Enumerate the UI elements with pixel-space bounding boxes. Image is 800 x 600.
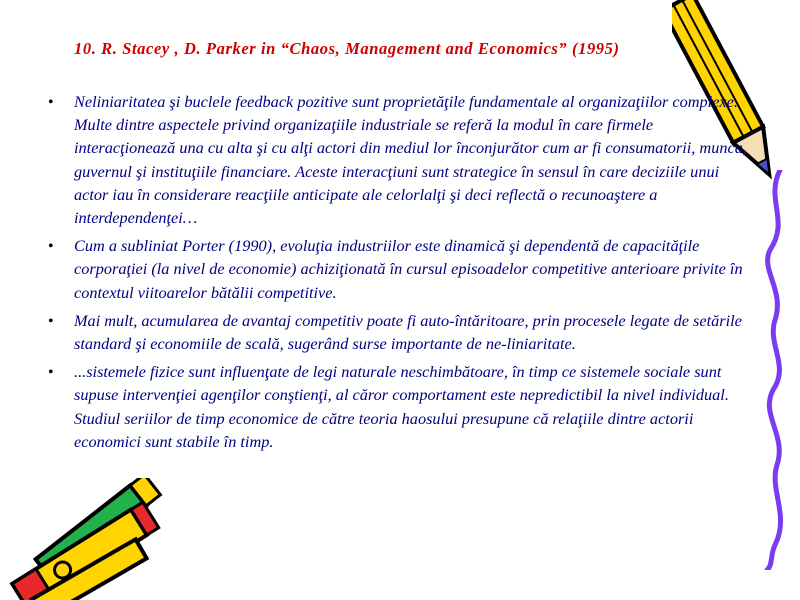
list-item (48, 309, 748, 355)
list-item (48, 360, 748, 453)
list-item (48, 234, 748, 304)
bullet-dot: • (48, 238, 54, 256)
list-item (48, 90, 748, 229)
bullet-dot: • (48, 364, 54, 382)
bullet-dot: • (48, 94, 54, 111)
bullet-text: ...sistemele fizice sunt influenţate de legi naturale neschimbătoare, în timp ce sistemele sociale sunt supuse intervenţiei agenţilor conştienţi, al căror comportament este nepredictibil la nivel individual. Studiul seriilor de timp economice de către teoria haosului presupune că relaţiile dintre actorii economici sunt stabile în timp. (74, 362, 729, 451)
slide-heading: 10. R. Stacey , D. Parker in “Chaos, Management and Economics” (1995) (74, 39, 620, 58)
bullet-list (48, 90, 748, 458)
bullet-dot: • (48, 312, 54, 330)
squiggle-line-icon (755, 170, 800, 570)
bullet-text: Mai mult, acumularea de avantaj competitiv poate fi auto-întăritoare, prin procesele legate de setările standard şi economiile de scală, sugerând surse importante de ne-liniaritate. (74, 310, 742, 354)
bullet-text: Cum a subliniat Porter (1990), evoluţia industriilor este dinamică şi dependentă de capacităţile corporaţiei (la nivel de economie) achiziţionată în cursul episoadelor competitive anterioare privite în contextul viitoarelor bătălii competitive. (74, 236, 743, 302)
crayon-pencils-icon (0, 478, 170, 600)
bullet-text: Neliniaritatea şi buclele feedback pozitive sunt proprietăţile fundamentale al organizaţiilor complexe. Multe dintre aspectele privind organizaţiile industriale se referă la modul în care firmele interacţionează una cu alta şi cu alţi actori din mediul lor înconjurător cum ar fi consumatorii, munca, guvernul şi instituţiile financiare. Aceste interacţiuni sunt strategice în sensul în care deciziile unui actor iau în considerare reacţiile anticipate ale celorlalţi şi deci reflectă o recunoaştere a interdependenţei… (74, 92, 747, 228)
